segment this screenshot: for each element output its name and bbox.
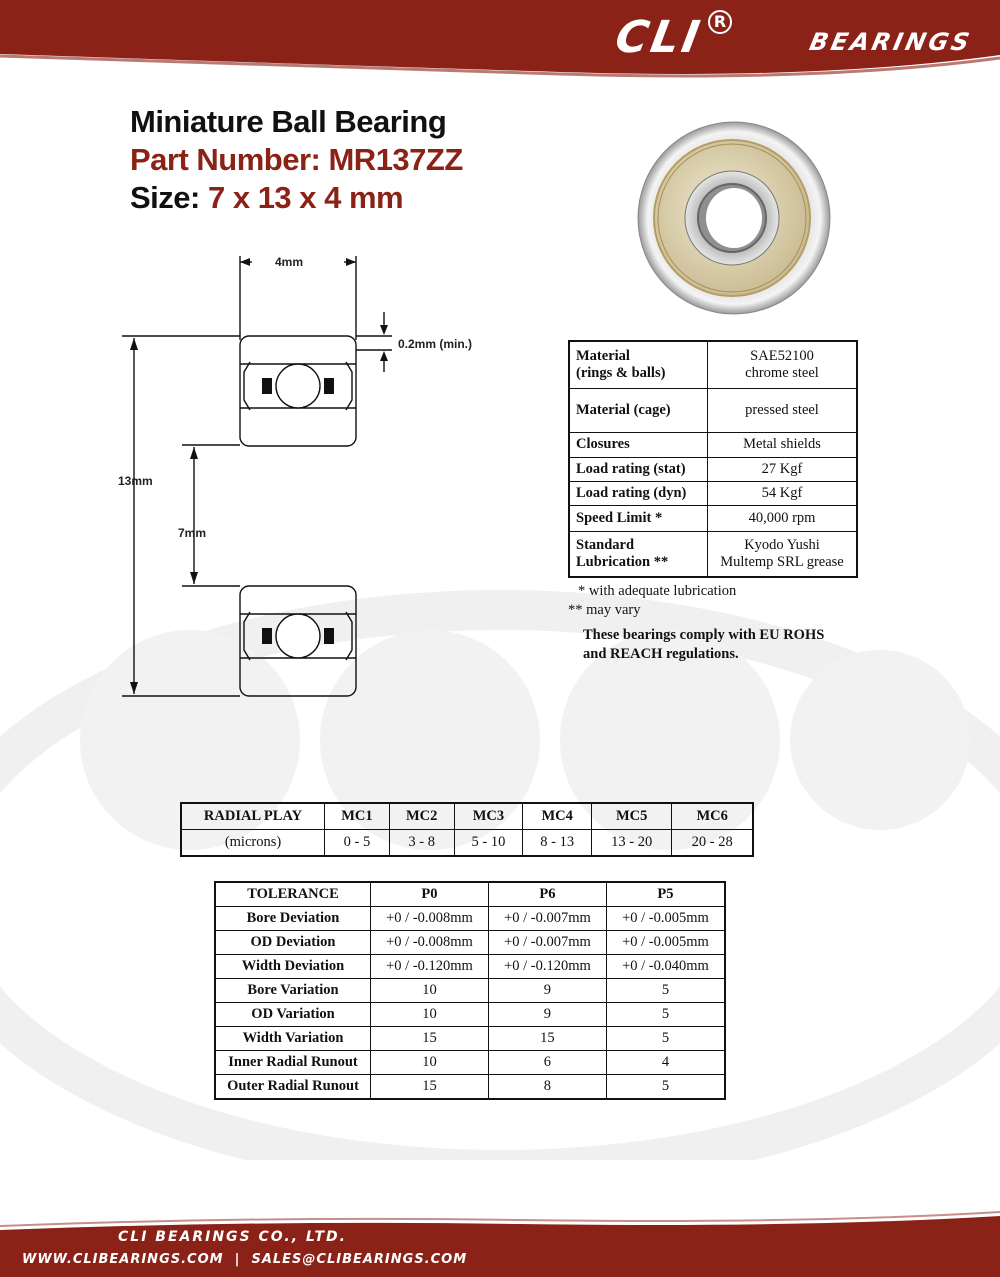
spec-value bbox=[708, 531, 858, 577]
tolerance-row-label: Width Deviation bbox=[215, 955, 371, 979]
spec-row bbox=[569, 388, 857, 432]
tolerance-cell: 10 bbox=[371, 1003, 489, 1027]
tolerance-cell: 15 bbox=[371, 1075, 489, 1100]
radial-values-row bbox=[181, 830, 753, 857]
spec-value: 40,000 rpm bbox=[708, 505, 858, 531]
tolerance-row-label: Bore Deviation bbox=[215, 907, 371, 931]
radial-value: 20 - 28 bbox=[672, 830, 753, 857]
tolerance-row-label: Width Variation bbox=[215, 1027, 371, 1051]
tolerance-row-label: Bore Variation bbox=[215, 979, 371, 1003]
tolerance-row bbox=[215, 931, 725, 955]
bearing-photo-image bbox=[636, 120, 832, 316]
bearing-cross-section-drawing bbox=[0, 240, 560, 720]
tolerance-row-label: Outer Radial Runout bbox=[215, 1075, 371, 1100]
spec-key: Material (cage) bbox=[569, 388, 708, 432]
tolerance-cell: 9 bbox=[488, 1003, 606, 1027]
tolerance-cell: 15 bbox=[488, 1027, 606, 1051]
rohs-compliance-note bbox=[583, 626, 863, 664]
radial-value: 8 - 13 bbox=[523, 830, 592, 857]
logo-main-text: CLI bbox=[611, 12, 707, 63]
footnote-may-vary: ** may vary bbox=[568, 602, 641, 618]
part-number-title: Part Number: MR137ZZ bbox=[130, 142, 463, 177]
tolerance-cell: +0 / -0.007mm bbox=[488, 931, 606, 955]
tolerance-row bbox=[215, 907, 725, 931]
spec-key: Load rating (stat) bbox=[569, 457, 708, 481]
shield-gap-dimension-label: 0.2mm (min.) bbox=[398, 337, 473, 351]
spec-key: Speed Limit * bbox=[569, 505, 708, 531]
spec-value-line: Kyodo Yushi bbox=[744, 536, 820, 553]
footer-contact bbox=[22, 1252, 467, 1267]
bore-diameter-label: 7mm bbox=[178, 526, 207, 540]
spec-row bbox=[569, 531, 857, 577]
tolerance-cell: 5 bbox=[606, 979, 725, 1003]
spec-key bbox=[569, 531, 708, 577]
rohs-line: and REACH regulations. bbox=[583, 646, 739, 662]
tolerance-row bbox=[215, 1075, 725, 1100]
logo-sub-text: BEARINGS bbox=[807, 28, 975, 56]
tolerance-row bbox=[215, 955, 725, 979]
tolerance-cell: +0 / -0.008mm bbox=[371, 931, 489, 955]
tolerance-cell: +0 / -0.007mm bbox=[488, 907, 606, 931]
radial-class: MC5 bbox=[592, 803, 672, 830]
tolerance-row-label: OD Deviation bbox=[215, 931, 371, 955]
tolerance-cell: 4 bbox=[606, 1051, 725, 1075]
width-dimension-label: 4mm bbox=[275, 255, 304, 269]
product-type-title: Miniature Ball Bearing bbox=[130, 104, 447, 139]
title-block bbox=[130, 103, 463, 217]
tolerance-class-header: P0 bbox=[371, 882, 489, 907]
footnotes bbox=[568, 582, 736, 620]
radial-class: MC6 bbox=[672, 803, 753, 830]
size-label: Size: bbox=[130, 180, 200, 215]
spec-key-line: Standard bbox=[576, 536, 635, 553]
spec-key-line: (rings & balls) bbox=[576, 364, 666, 381]
spec-row bbox=[569, 432, 857, 457]
tolerance-class-header: P5 bbox=[606, 882, 725, 907]
size-title bbox=[130, 179, 463, 217]
tolerance-cell: 5 bbox=[606, 1003, 725, 1027]
spec-key: Closures bbox=[569, 432, 708, 457]
tolerance-cell: 15 bbox=[371, 1027, 489, 1051]
footer-website-link[interactable]: WWW.CLIBEARINGS.COM bbox=[22, 1252, 224, 1267]
radial-value: 5 - 10 bbox=[454, 830, 523, 857]
outer-diameter-label: 13mm bbox=[118, 474, 153, 488]
footer-email-link[interactable]: SALES@CLIBEARINGS.COM bbox=[251, 1252, 468, 1267]
radial-class: MC3 bbox=[454, 803, 523, 830]
tolerance-table bbox=[214, 881, 726, 1100]
spec-value: pressed steel bbox=[708, 388, 858, 432]
tolerance-cell: +0 / -0.005mm bbox=[606, 931, 725, 955]
tolerance-header: TOLERANCE bbox=[215, 882, 371, 907]
tolerance-row bbox=[215, 1051, 725, 1075]
tolerance-row bbox=[215, 979, 725, 1003]
tolerance-cell: 5 bbox=[606, 1027, 725, 1051]
tolerance-cell: 5 bbox=[606, 1075, 725, 1100]
tolerance-cell: 9 bbox=[488, 979, 606, 1003]
radial-header-row bbox=[181, 803, 753, 830]
spec-value-line: SAE52100 bbox=[750, 347, 814, 364]
spec-key-line: Material bbox=[576, 347, 630, 364]
registered-mark-icon: R bbox=[708, 10, 732, 34]
spec-row bbox=[569, 457, 857, 481]
tolerance-row bbox=[215, 1027, 725, 1051]
spec-value: 27 Kgf bbox=[708, 457, 858, 481]
radial-class: MC4 bbox=[523, 803, 592, 830]
tolerance-cell: 6 bbox=[488, 1051, 606, 1075]
radial-play-header: RADIAL PLAY bbox=[181, 803, 325, 830]
tolerance-cell: 10 bbox=[371, 1051, 489, 1075]
tolerance-class-header: P6 bbox=[488, 882, 606, 907]
spec-key: Load rating (dyn) bbox=[569, 481, 708, 505]
tolerance-row-label: Inner Radial Runout bbox=[215, 1051, 371, 1075]
spec-key-line: Lubrication ** bbox=[576, 553, 669, 570]
tolerance-row bbox=[215, 1003, 725, 1027]
radial-play-table bbox=[180, 802, 754, 857]
radial-play-unit: (microns) bbox=[181, 830, 325, 857]
spec-row bbox=[569, 505, 857, 531]
radial-class: MC2 bbox=[389, 803, 454, 830]
spec-row bbox=[569, 481, 857, 505]
tolerance-cell: +0 / -0.040mm bbox=[606, 955, 725, 979]
tolerance-header-row bbox=[215, 882, 725, 907]
spec-row bbox=[569, 341, 857, 388]
spec-key bbox=[569, 341, 708, 388]
tolerance-cell: +0 / -0.005mm bbox=[606, 907, 725, 931]
spec-value-line: Multemp SRL grease bbox=[720, 553, 844, 570]
tolerance-row-label: OD Variation bbox=[215, 1003, 371, 1027]
specifications-table bbox=[568, 340, 858, 578]
spec-value: Metal shields bbox=[708, 432, 858, 457]
footer-separator: | bbox=[234, 1252, 241, 1267]
footnote-lubrication: * with adequate lubrication bbox=[578, 583, 737, 599]
tolerance-cell: +0 / -0.120mm bbox=[488, 955, 606, 979]
tolerance-cell: 8 bbox=[488, 1075, 606, 1100]
radial-value: 0 - 5 bbox=[325, 830, 390, 857]
spec-value bbox=[708, 341, 858, 388]
tolerance-cell: +0 / -0.008mm bbox=[371, 907, 489, 931]
rohs-line: These bearings comply with EU ROHS bbox=[583, 627, 825, 643]
size-value: 7 x 13 x 4 mm bbox=[207, 180, 404, 215]
tolerance-cell: +0 / -0.120mm bbox=[371, 955, 489, 979]
spec-value-line: chrome steel bbox=[745, 364, 819, 381]
radial-value: 3 - 8 bbox=[389, 830, 454, 857]
footer-company-name: CLI BEARINGS CO., LTD. bbox=[118, 1229, 347, 1245]
spec-value: 54 Kgf bbox=[708, 481, 858, 505]
tolerance-cell: 10 bbox=[371, 979, 489, 1003]
radial-class: MC1 bbox=[325, 803, 390, 830]
radial-value: 13 - 20 bbox=[592, 830, 672, 857]
